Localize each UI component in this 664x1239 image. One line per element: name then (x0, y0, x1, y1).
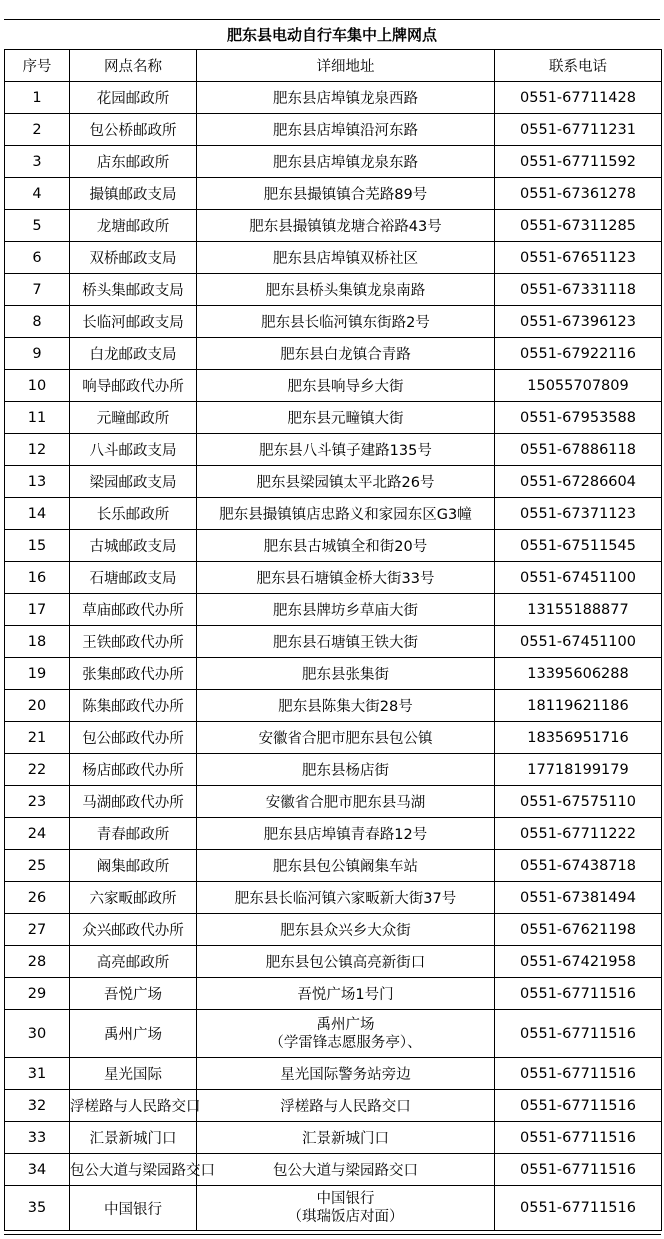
cell-address: 肥东县店埠镇沿河东路 (197, 114, 495, 146)
cell-address: 肥东县店埠镇双桥社区 (197, 242, 495, 274)
table-row (5, 722, 662, 754)
cell-no: 4 (5, 178, 70, 210)
table-row (5, 1154, 662, 1186)
table-row (5, 402, 662, 434)
cell-address: 肥东县石塘镇金桥大街33号 (197, 562, 495, 594)
cell-name: 梁园邮政支局 (70, 466, 197, 498)
table-row (5, 1186, 662, 1231)
cell-address: 包公大道与梁园路交口 (197, 1154, 495, 1186)
cell-no: 19 (5, 658, 70, 690)
cell-phone: 0551-67286604 (495, 466, 662, 498)
cell-address: 肥东县店埠镇青春路12号 (197, 818, 495, 850)
cell-phone: 0551-67311285 (495, 210, 662, 242)
cell-name: 汇景新城门口 (70, 1122, 197, 1154)
cell-address: 肥东县包公镇高亮新街口 (197, 946, 495, 978)
cell-name: 青春邮政所 (70, 818, 197, 850)
cell-name: 店东邮政所 (70, 146, 197, 178)
table-row (5, 434, 662, 466)
table-row (5, 1122, 662, 1154)
cell-address: 肥东县石塘镇王铁大街 (197, 626, 495, 658)
table-row (5, 146, 662, 178)
header-name: 网点名称 (70, 50, 197, 82)
cell-name: 龙塘邮政所 (70, 210, 197, 242)
cell-phone: 0551-67421958 (495, 946, 662, 978)
cell-no: 10 (5, 370, 70, 402)
cell-phone: 0551-67511545 (495, 530, 662, 562)
cell-no: 3 (5, 146, 70, 178)
cell-name: 花园邮政所 (70, 82, 197, 114)
cell-phone: 0551-67711231 (495, 114, 662, 146)
cell-address: 肥东县长临河镇东街路2号 (197, 306, 495, 338)
cell-address: 肥东县长临河镇六家畈新大街37号 (197, 882, 495, 914)
cell-phone: 15055707809 (495, 370, 662, 402)
cell-address: 肥东县响导乡大街 (197, 370, 495, 402)
address-line-2: （学雷锋志愿服务亭）、 (269, 1034, 422, 1051)
cell-phone: 0551-67361278 (495, 178, 662, 210)
address-line-2: （琪瑞饭店对面） (287, 1209, 404, 1225)
cell-phone: 0551-67621198 (495, 914, 662, 946)
cell-name: 杨店邮政代办所 (70, 754, 197, 786)
cell-phone: 0551-67438718 (495, 850, 662, 882)
cell-name: 浮槎路与人民路交口 (70, 1090, 197, 1122)
cell-phone: 0551-67711516 (495, 1058, 662, 1090)
table-row (5, 338, 662, 370)
cell-no: 26 (5, 882, 70, 914)
cell-address: 安徽省合肥市肥东县马湖 (197, 786, 495, 818)
address-line-1: 禹州广场 (316, 1016, 375, 1033)
cell-name: 八斗邮政支局 (70, 434, 197, 466)
table-row (5, 530, 662, 562)
cell-address: 浮槎路与人民路交口 (197, 1090, 495, 1122)
cell-phone: 0551-67711428 (495, 82, 662, 114)
cell-phone: 0551-67381494 (495, 882, 662, 914)
cell-name: 撮镇邮政支局 (70, 178, 197, 210)
table-body (5, 82, 662, 1231)
table-row (5, 594, 662, 626)
table-row (5, 882, 662, 914)
table-row (5, 82, 662, 114)
cell-address: 肥东县撮镇镇合芜路89号 (197, 178, 495, 210)
cell-name: 中国银行 (70, 1186, 197, 1231)
cell-no: 5 (5, 210, 70, 242)
cell-no: 1 (5, 82, 70, 114)
cell-name: 王铁邮政代办所 (70, 626, 197, 658)
cell-phone: 0551-67451100 (495, 562, 662, 594)
table-row (5, 498, 662, 530)
cell-name: 包公桥邮政所 (70, 114, 197, 146)
table-row (5, 114, 662, 146)
cell-phone: 13395606288 (495, 658, 662, 690)
cell-address (197, 1010, 495, 1058)
table-row (5, 946, 662, 978)
cell-address: 肥东县撮镇镇龙塘合裕路43号 (197, 210, 495, 242)
cell-phone: 0551-67711592 (495, 146, 662, 178)
cell-no: 20 (5, 690, 70, 722)
table-row (5, 690, 662, 722)
table-row (5, 754, 662, 786)
cell-phone: 0551-67575110 (495, 786, 662, 818)
cell-name: 星光国际 (70, 1058, 197, 1090)
cell-no: 25 (5, 850, 70, 882)
cell-address: 肥东县白龙镇合青路 (197, 338, 495, 370)
cell-address: 肥东县店埠镇龙泉西路 (197, 82, 495, 114)
cell-no: 32 (5, 1090, 70, 1122)
cell-phone: 0551-67331118 (495, 274, 662, 306)
address-line-1: 中国银行 (316, 1191, 375, 1207)
cell-no: 17 (5, 594, 70, 626)
cell-name: 禹州广场 (70, 1010, 197, 1058)
cell-name: 包公大道与梁园路交口 (70, 1154, 197, 1186)
cell-name: 马湖邮政代办所 (70, 786, 197, 818)
table-title: 肥东县电动自行车集中上牌网点 (4, 19, 660, 49)
cell-no: 29 (5, 978, 70, 1010)
cell-phone: 0551-67711222 (495, 818, 662, 850)
cell-address: 肥东县古城镇全和街20号 (197, 530, 495, 562)
table-row (5, 626, 662, 658)
table-row (5, 370, 662, 402)
cell-address: 肥东县撮镇镇店忠路义和家园东区G3幢 (197, 498, 495, 530)
cell-phone: 0551-67711516 (495, 1154, 662, 1186)
cell-address: 肥东县店埠镇龙泉东路 (197, 146, 495, 178)
cell-no: 33 (5, 1122, 70, 1154)
cell-no: 7 (5, 274, 70, 306)
cell-name: 双桥邮政支局 (70, 242, 197, 274)
cell-name: 陈集邮政代办所 (70, 690, 197, 722)
cell-name: 古城邮政支局 (70, 530, 197, 562)
cell-name: 元疃邮政所 (70, 402, 197, 434)
table-row (5, 242, 662, 274)
table-row (5, 818, 662, 850)
cell-name: 阚集邮政所 (70, 850, 197, 882)
cell-no: 9 (5, 338, 70, 370)
cell-no: 24 (5, 818, 70, 850)
cell-name: 长乐邮政所 (70, 498, 197, 530)
cell-name: 石塘邮政支局 (70, 562, 197, 594)
cell-phone: 0551-67451100 (495, 626, 662, 658)
cell-no: 16 (5, 562, 70, 594)
cell-name: 白龙邮政支局 (70, 338, 197, 370)
table-row (5, 786, 662, 818)
outlets-table (4, 49, 662, 1231)
cell-no: 12 (5, 434, 70, 466)
table-row (5, 466, 662, 498)
table-row (5, 1090, 662, 1122)
cell-phone: 18119621186 (495, 690, 662, 722)
cell-address: 安徽省合肥市肥东县包公镇 (197, 722, 495, 754)
cell-address: 肥东县张集街 (197, 658, 495, 690)
cell-name: 响导邮政代办所 (70, 370, 197, 402)
cell-address: 肥东县杨店街 (197, 754, 495, 786)
cell-name: 桥头集邮政支局 (70, 274, 197, 306)
cell-phone: 0551-67711516 (495, 1010, 662, 1058)
cell-phone: 17718199179 (495, 754, 662, 786)
cell-phone: 0551-67953588 (495, 402, 662, 434)
cell-phone: 0551-67711516 (495, 978, 662, 1010)
table-row (5, 1010, 662, 1058)
cell-no: 22 (5, 754, 70, 786)
table-row (5, 562, 662, 594)
cell-phone: 0551-67711516 (495, 1090, 662, 1122)
cell-phone: 0551-67396123 (495, 306, 662, 338)
cell-no: 34 (5, 1154, 70, 1186)
cell-no: 15 (5, 530, 70, 562)
cell-phone: 0551-67922116 (495, 338, 662, 370)
cell-address: 肥东县元疃镇大街 (197, 402, 495, 434)
cell-no: 2 (5, 114, 70, 146)
cell-address (197, 1186, 495, 1231)
cell-no: 21 (5, 722, 70, 754)
cell-no: 27 (5, 914, 70, 946)
cell-no: 18 (5, 626, 70, 658)
table-row (5, 1058, 662, 1090)
cell-no: 13 (5, 466, 70, 498)
table-row (5, 658, 662, 690)
table-row (5, 306, 662, 338)
cell-address: 肥东县众兴乡大众街 (197, 914, 495, 946)
cell-name: 长临河邮政支局 (70, 306, 197, 338)
cell-phone: 0551-67371123 (495, 498, 662, 530)
cell-no: 28 (5, 946, 70, 978)
cell-phone: 18356951716 (495, 722, 662, 754)
cell-name: 张集邮政代办所 (70, 658, 197, 690)
cell-name: 吾悦广场 (70, 978, 197, 1010)
cell-no: 30 (5, 1010, 70, 1058)
cell-phone: 0551-67651123 (495, 242, 662, 274)
cell-address: 星光国际警务站旁边 (197, 1058, 495, 1090)
cell-address: 肥东县八斗镇子建路135号 (197, 434, 495, 466)
cell-name: 包公邮政代办所 (70, 722, 197, 754)
cell-name: 六家畈邮政所 (70, 882, 197, 914)
cell-phone: 0551-67711516 (495, 1122, 662, 1154)
header-row (5, 50, 662, 82)
cell-no: 6 (5, 242, 70, 274)
header-address: 详细地址 (197, 50, 495, 82)
cell-address: 肥东县梁园镇太平北路26号 (197, 466, 495, 498)
cell-address: 肥东县桥头集镇龙泉南路 (197, 274, 495, 306)
cell-name: 草庙邮政代办所 (70, 594, 197, 626)
table-row (5, 850, 662, 882)
cell-phone: 0551-67886118 (495, 434, 662, 466)
table-row (5, 274, 662, 306)
cell-no: 35 (5, 1186, 70, 1231)
table-row (5, 914, 662, 946)
cell-no: 31 (5, 1058, 70, 1090)
table-row (5, 210, 662, 242)
cell-address: 汇景新城门口 (197, 1122, 495, 1154)
cell-no: 11 (5, 402, 70, 434)
cell-no: 8 (5, 306, 70, 338)
cell-name: 众兴邮政代办所 (70, 914, 197, 946)
cell-no: 14 (5, 498, 70, 530)
table-row (5, 978, 662, 1010)
table-row (5, 178, 662, 210)
cell-no: 23 (5, 786, 70, 818)
cell-address: 肥东县牌坊乡草庙大街 (197, 594, 495, 626)
header-no: 序号 (5, 50, 70, 82)
cell-address: 肥东县包公镇阚集车站 (197, 850, 495, 882)
cell-address: 肥东县陈集大街28号 (197, 690, 495, 722)
table-bottom-border (4, 1234, 661, 1235)
header-phone: 联系电话 (495, 50, 662, 82)
cell-name: 高亮邮政所 (70, 946, 197, 978)
cell-address: 吾悦广场1号门 (197, 978, 495, 1010)
cell-phone: 13155188877 (495, 594, 662, 626)
cell-phone: 0551-67711516 (495, 1186, 662, 1231)
